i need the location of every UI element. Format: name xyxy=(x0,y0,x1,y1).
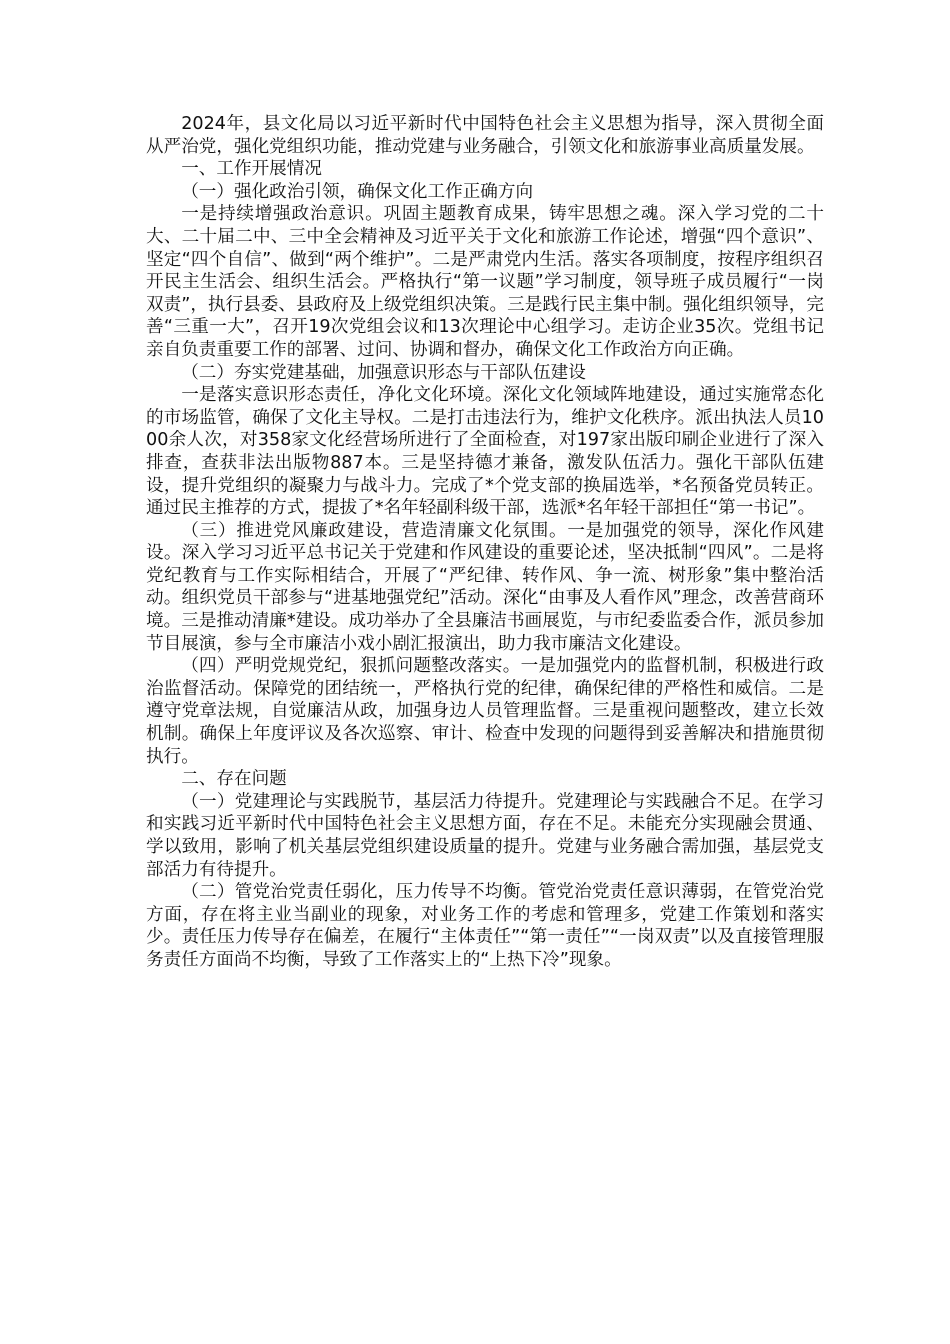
subsection-heading-party-foundation: （二）夯实党建基础，加强意识形态与干部队伍建设 xyxy=(181,362,586,383)
document-page xyxy=(146,113,824,972)
section-heading-work-status: 一、工作开展情况 xyxy=(181,159,322,180)
paragraph-clean-governance: （三）推进党风廉政建设，营造清廉文化氛围。一是加强党的领导，深化作风建设。深入学习习近平总书记关于党建和作风建设的重要论述，坚决抵制“四风”。二是将党纪教育与工作实际相结合，开展了“严纪律、转作风、争一流、树形象”集中整治活动。组织党员干部参与“进基地强党纪”活动。深化“由事及人看作风”理念，改善营商环境。三是推动清廉*建设。成功举办了全县廉洁书画展览，与市纪委监委合作，派员参加节目展演，参与全市廉洁小戏小剧汇报演出，助力我市廉洁文化建设。 xyxy=(146,520,824,654)
paragraph-responsibility-weakening: （二）管党治党责任弱化，压力传导不均衡。管党治党责任意识薄弱，在管党治党方面，存在将主业当副业的现象，对业务工作的考虑和管理多，党建工作策划和落实少。责任压力传导存在偏差，在履行“主体责任”“第一责任”“一岗双责”以及直接管理服务责任方面尚不均衡，导致了工作落实上的“上热下冷”现象。 xyxy=(146,882,824,970)
paragraph-theory-practice-gap: （一）党建理论与实践脱节，基层活力待提升。党建理论与实践融合不足。在学习和实践习近平新时代中国特色社会主义思想方面，存在不足。未能充分实现融会贯通、学以致用，影响了机关基层党组织建设质量的提升。党建与业务融合需加强，基层党支部活力有待提升。 xyxy=(146,791,824,880)
section-heading-existing-problems: 二、存在问题 xyxy=(181,769,287,790)
paragraph-party-foundation: 一是落实意识形态责任，净化文化环境。深化文化领域阵地建设，通过实施常态化的市场监管，确保了文化主导权。二是打击违法行为，维护文化秩序。派出执法人员1000余人次，对358家文化经营场所进行了全面检查，对197家出版印刷企业进行了深入排查，查获非法出版物887本。三是坚持德才兼备，激发队伍活力。强化干部队伍建设，提升党组织的凝聚力与战斗力。完成了*个党支部的换届选举，*名预备党员转正。通过民主推荐的方式，提拔了*名年轻副科级干部，选派*名年轻干部担任“第一书记”。 xyxy=(146,385,824,519)
paragraph-party-discipline: （四）严明党规党纪，狠抓问题整改落实。一是加强党内的监督机制，积极进行政治监督活动。保障党的团结统一，严格执行党的纪律，确保纪律的严格性和威信。二是遵守党章法规，自觉廉洁从政，加强身边人员管理监督。三是重视问题整改，建立长效机制。确保上年度评议及各次巡察、审计、检查中发现的问题得到妥善解决和措施贯彻执行。 xyxy=(146,656,824,767)
subsection-heading-political-guidance: （一）强化政治引领，确保文化工作正确方向 xyxy=(181,181,534,202)
intro-paragraph: 2024年，县文化局以习近平新时代中国特色社会主义思想为指导，深入贯彻全面从严治党，强化党组织功能，推动党建与业务融合，引领文化和旅游事业高质量发展。 xyxy=(146,114,824,157)
paragraph-political-guidance: 一是持续增强政治意识。巩固主题教育成果，铸牢思想之魂。深入学习党的二十大、二十届二中、三中全会精神及习近平关于文化和旅游工作论述，增强“四个意识”、坚定“四个自信”、做到“两个维护”。二是严肃党内生活。落实各项制度，按程序组织召开民主生活会、组织生活会。严格执行“第一议题”学习制度，领导班子成员履行“一岗双责”，执行县委、县政府及上级党组织决策。三是践行民主集中制。强化组织领导，完善“三重一大”，召开19次党组会议和13次理论中心组学习。走访企业35次。党组书记亲自负责重要工作的部署、过问、协调和督办，确保文化工作政治方向正确。 xyxy=(146,204,824,360)
